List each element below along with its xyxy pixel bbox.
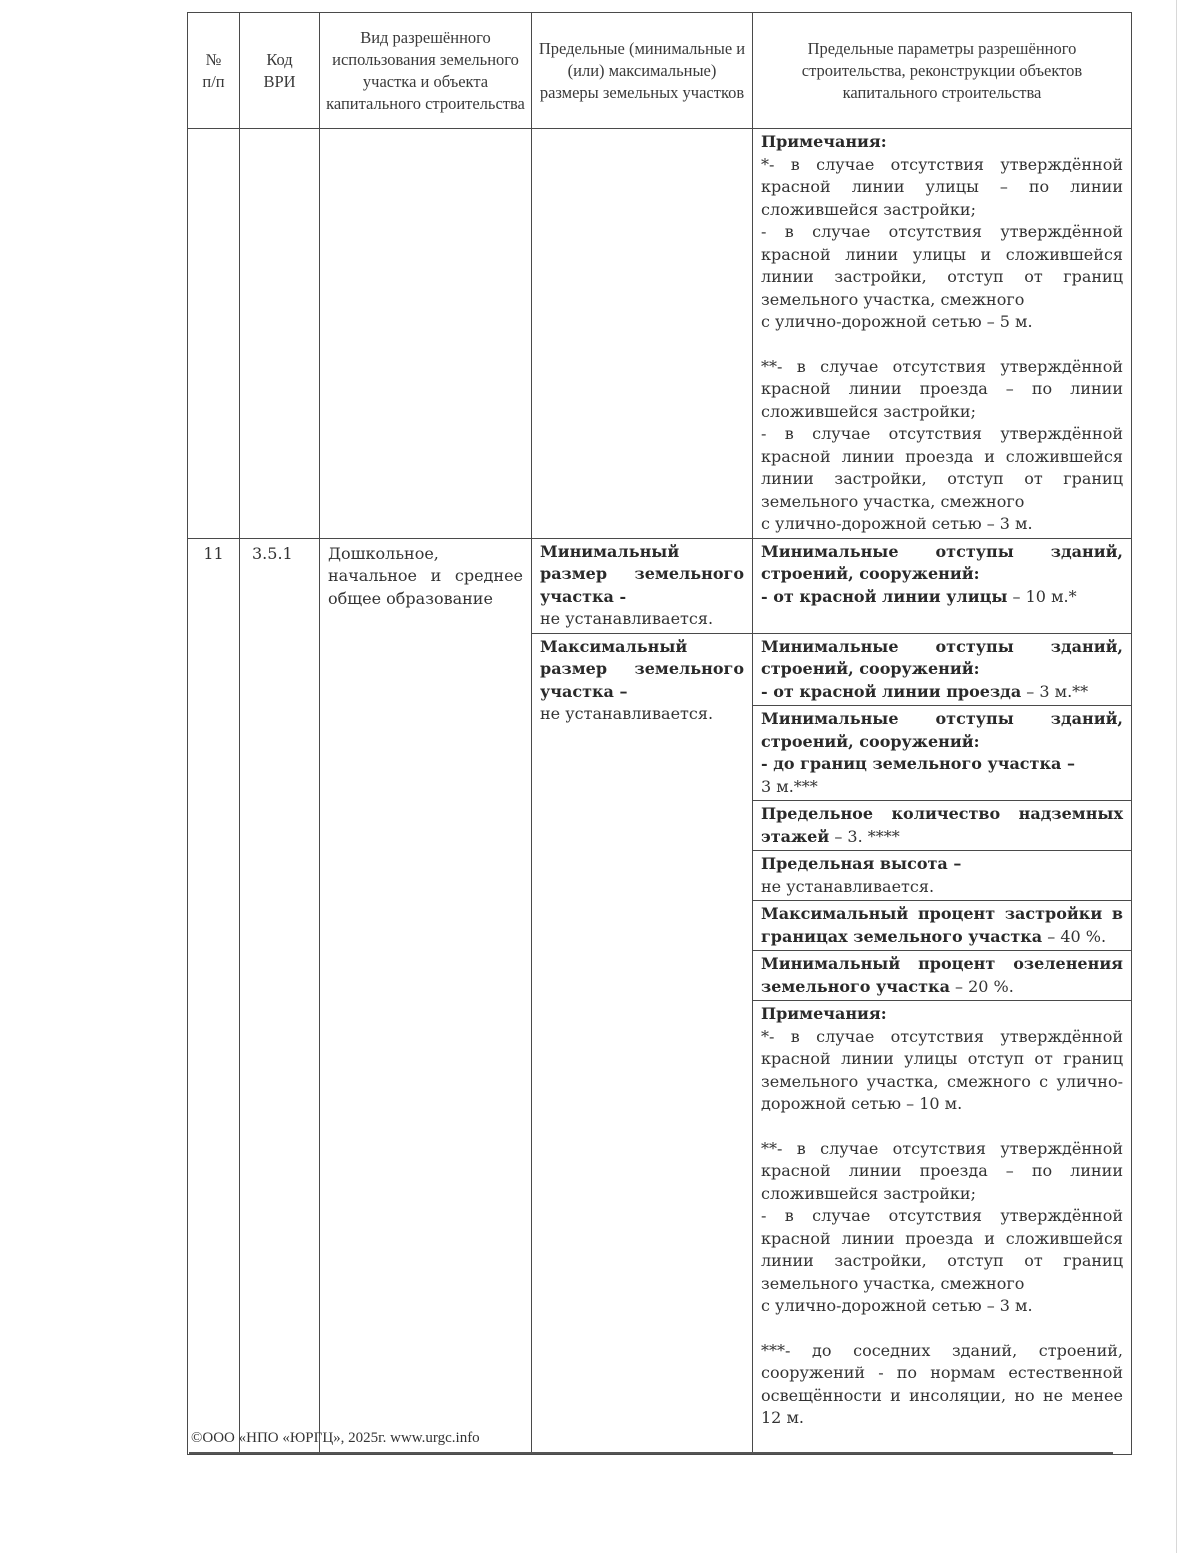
prev-num-cell (188, 129, 240, 539)
row11-min-size-value: не устанавливается. (540, 609, 714, 628)
row11-param6-cell (753, 901, 1132, 951)
row11-param1-cell (753, 538, 1132, 633)
row11-note-2-a: **- в случае отсутствия утверждённой красной линии проезда – по линии сложившейся застройки; (761, 1138, 1123, 1203)
row11-notes-cell (753, 1001, 1132, 1455)
row11-param7-cell (753, 951, 1132, 1001)
prev-note-star2-a: **- в случае отсутствия утверждённой красной линии проезда – по линии сложившейся застройки; (761, 356, 1123, 421)
scan-edge-line (1176, 0, 1177, 1553)
row11-param4-label: Предельное количество надземных этажей (761, 804, 1123, 846)
table-row-11-a (188, 538, 1132, 633)
row11-param6-label: Максимальный процент застройки в границах земельного участка (761, 904, 1123, 946)
row11-use-type: Дошкольное, начальное и среднее общее образование (320, 538, 532, 1455)
prev-note-star1-c: с улично-дорожной сетью – 5 м. (761, 312, 1033, 331)
row11-param1-value: – 10 м.* (1007, 586, 1077, 606)
row11-param2-value: – 3 м.** (1021, 681, 1089, 701)
row11-max-size-label: Максимальный размер земельного участка – (540, 636, 744, 701)
prev-notes-cell (753, 129, 1132, 539)
header-plot-sizes: Предельные (минимальные и (или) максимальные) размеры земельных участков (532, 13, 753, 129)
header-number: № п/п (188, 13, 240, 129)
regulations-table (187, 12, 1132, 1455)
prev-note-star1-a: *- в случае отсутствия утверждённой красной линии улицы – по линии сложившейся застройки; (761, 154, 1123, 219)
row11-min-size-label: Минимальный размер земельного участка - (540, 541, 744, 606)
row11-param1-label: Минимальные отступы зданий, строений, сооружений: (761, 541, 1123, 583)
prev-note-star2-c: с улично-дорожной сетью – 3 м. (761, 514, 1033, 533)
prev-note-star2-b: - в случае отсутствия утверждённой красной линии проезда и сложившейся линии застройки, отступ от границ земельного участка, смежного (761, 424, 1123, 511)
row11-param7-value: – 20 %. (949, 976, 1014, 996)
row11-param3-sub: - до границ земельного участка – (761, 754, 1075, 773)
row11-note-2-c: с улично-дорожной сетью – 3 м. (761, 1296, 1033, 1315)
row11-param4-value: – 3. **** (829, 826, 900, 846)
row11-param4-cell (753, 801, 1132, 851)
row11-number: 11 (188, 538, 240, 1455)
table-header-row (188, 13, 1132, 129)
row11-param1-sub: - от красной линии улицы (761, 586, 1008, 606)
prev-use-cell (320, 129, 532, 539)
row11-param2-label: Минимальные отступы зданий, строений, сооружений: (761, 636, 1123, 678)
prev-size-cell (532, 129, 753, 539)
row11-param5-label: Предельная высота – (761, 854, 962, 873)
row11-max-size-cell (532, 633, 753, 1455)
row11-note-1: *- в случае отсутствия утверждённой красной линии улицы отступ от границ земельного участка, смежного с улично-дорожной сетью – 10 м. (761, 1026, 1123, 1113)
header-code: Код ВРИ (240, 13, 320, 129)
header-build-params: Предельные параметры разрешённого строительства, реконструкции объектов капитального строительства (753, 13, 1132, 129)
row11-param3-cell (753, 706, 1132, 801)
header-use-type: Вид разрешённого использования земельного участка и объекта капитального строительства (320, 13, 532, 129)
page-footer: ©ООО «НПО «ЮРГЦ», 2025г. www.urgc.info (191, 1430, 480, 1446)
prev-note-star1-b: - в случае отсутствия утверждённой красной линии улицы и сложившейся линии застройки, отступ от границ земельного участка, смежного (761, 222, 1123, 309)
prev-code-cell (240, 129, 320, 539)
row11-note-2-b: - в случае отсутствия утверждённой красной линии проезда и сложившейся линии застройки, отступ от границ земельного участка, смежного (761, 1206, 1123, 1293)
row11-param3-value: 3 м.*** (761, 776, 818, 796)
prev-notes-title: Примечания: (761, 132, 887, 151)
row11-param5-value: не устанавливается. (761, 876, 935, 896)
row11-note-3: ***- до соседних зданий, строений, сооружений - по нормам естественной освещённости и инсоляции, но не менее 12 м. (761, 1340, 1123, 1427)
footer-rule (189, 1452, 1113, 1454)
row11-param6-value: – 40 %. (1042, 926, 1107, 946)
row11-param2-cell (753, 633, 1132, 706)
row11-param2-sub: - от красной линии проезда (761, 681, 1022, 701)
row11-param3-label: Минимальные отступы зданий, строений, сооружений: (761, 709, 1123, 751)
row11-param7-label: Минимальный процент озеленения земельного участка (761, 954, 1123, 996)
row11-max-size-value: не устанавливается. (540, 704, 714, 723)
table-row-prev-continued (188, 129, 1132, 539)
row11-code: 3.5.1 (240, 538, 320, 1455)
row11-notes-title: Примечания: (761, 1004, 887, 1023)
row11-min-size-cell (532, 538, 753, 633)
row11-param5-cell (753, 851, 1132, 901)
